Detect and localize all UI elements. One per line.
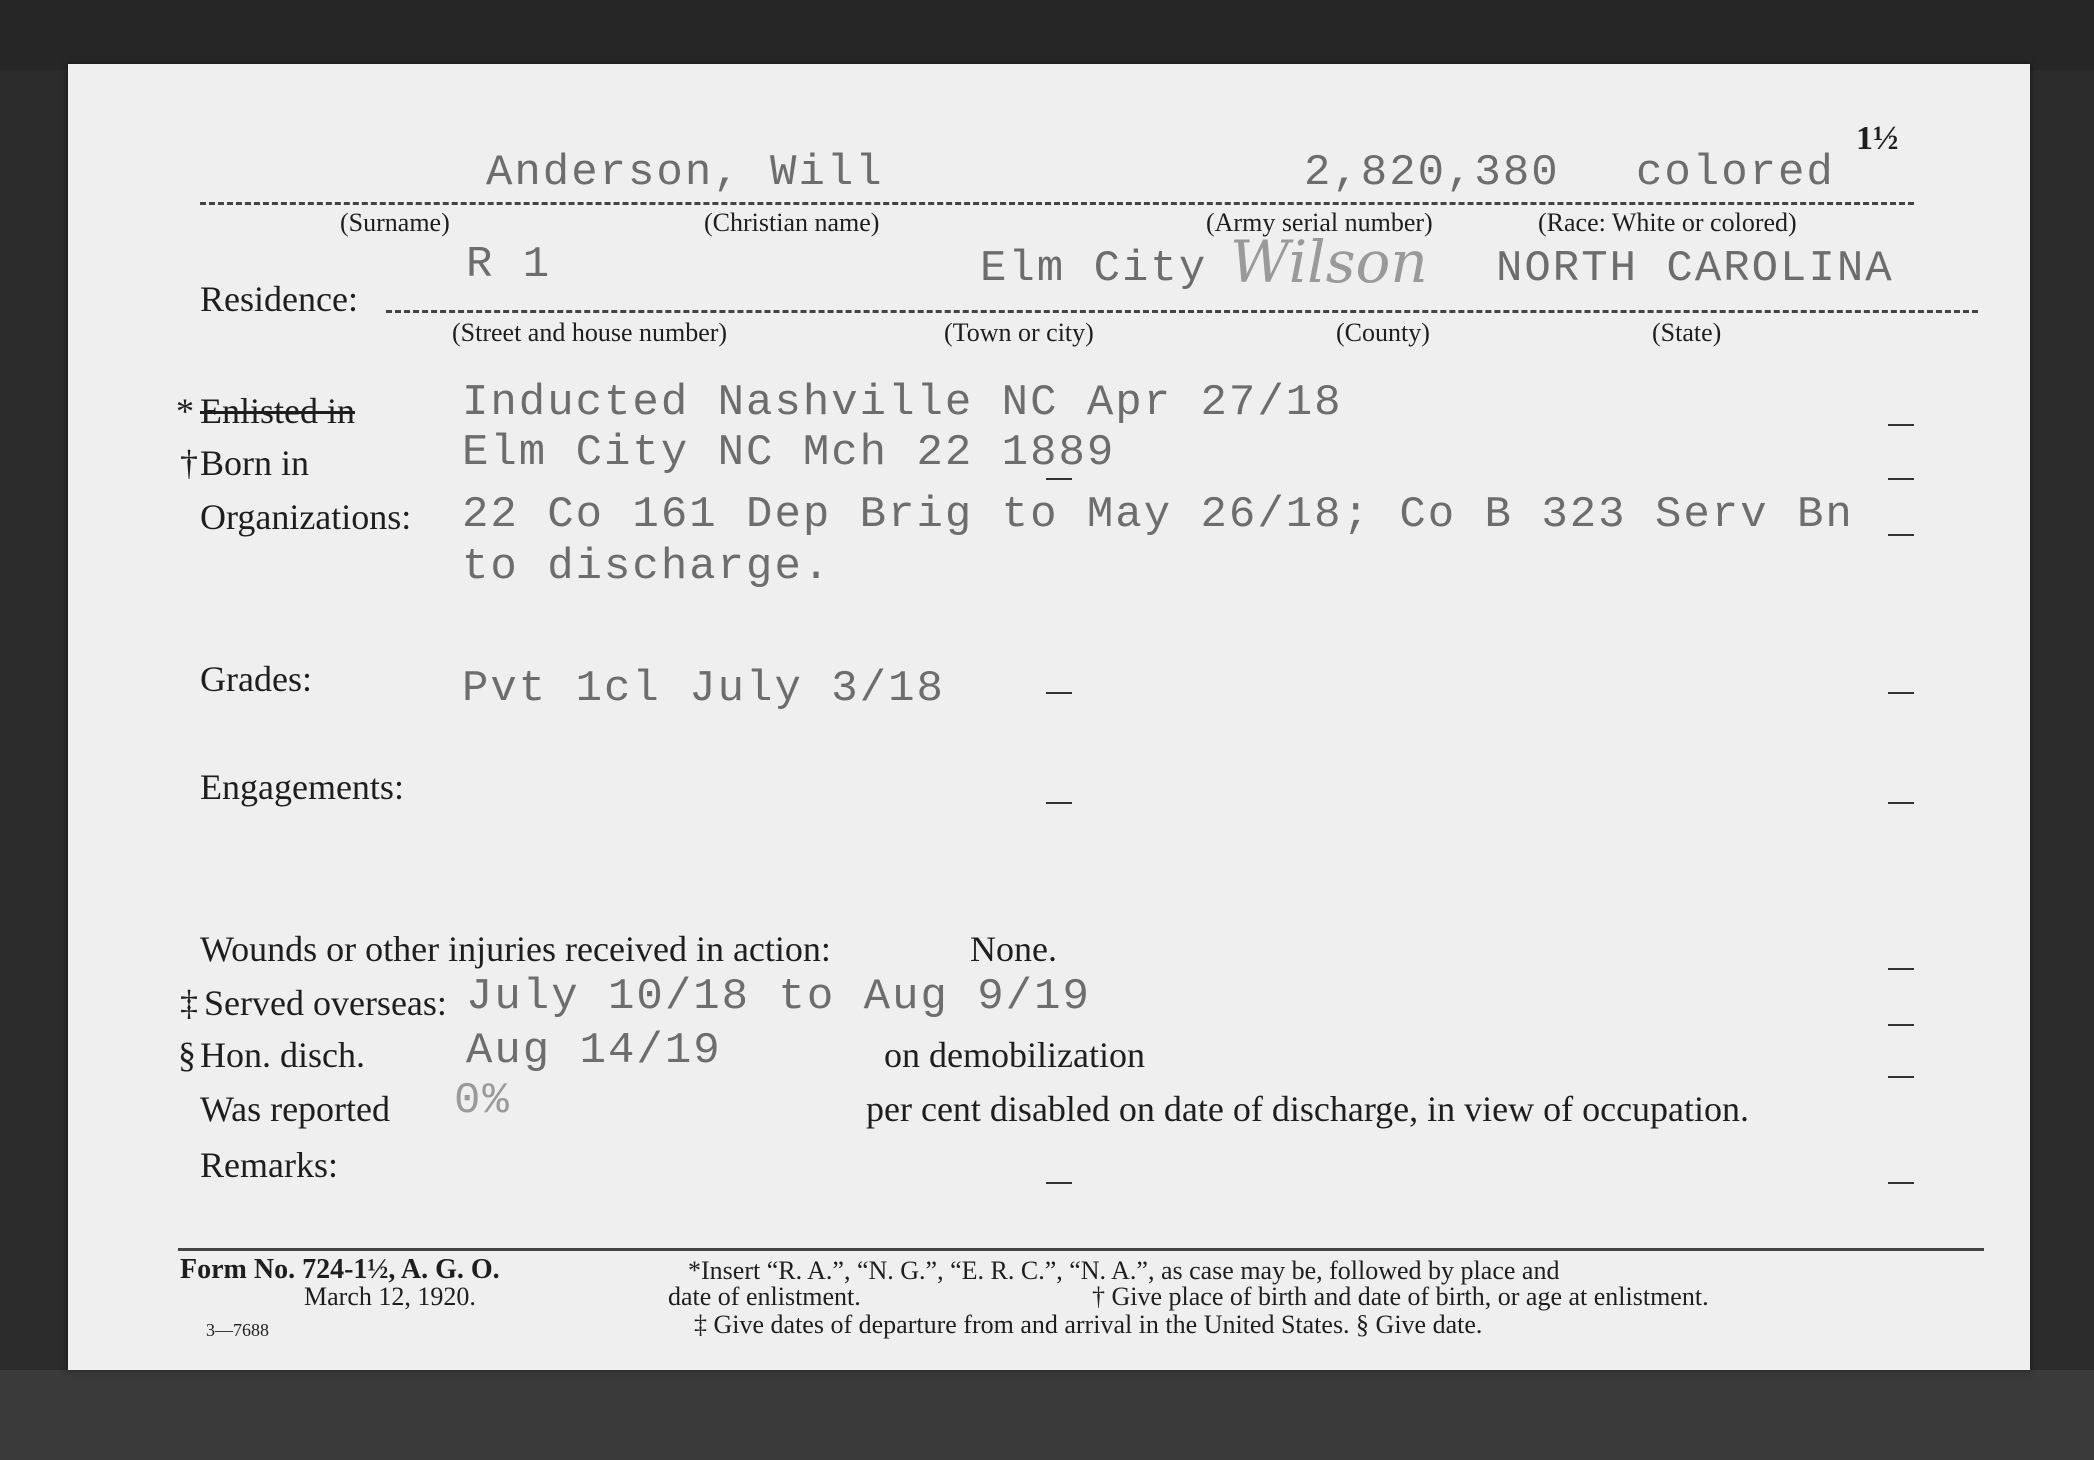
state-caption: (State) (1652, 318, 1722, 347)
born-mark: † (180, 443, 198, 483)
overseas-value: July 10/18 to Aug 9/19 (466, 972, 1091, 1022)
footnote-birth: † Give place of birth and date of birth, or age at enlistment. (1092, 1282, 1709, 1311)
race-value: colored (1636, 148, 1835, 198)
margin-tick (1888, 534, 1914, 536)
column-tick (1046, 802, 1072, 804)
overseas-mark: ‡ (180, 983, 198, 1023)
footnote-overseas: ‡ Give dates of departure from and arrival in the United States. § Give date. (694, 1310, 1483, 1339)
form-date: March 12, 1920. (304, 1282, 476, 1311)
soldier-name: Anderson, Will (486, 148, 884, 198)
residence-town: Elm City (980, 244, 1208, 294)
county-caption: (County) (1336, 318, 1430, 347)
grades-label: Grades: (200, 659, 312, 699)
reported-suffix: per cent disabled on date of discharge, in view of occupation. (866, 1089, 1750, 1129)
enlisted-value: Inducted Nashville NC Apr 27/18 (462, 378, 1343, 428)
born-label: Born in (200, 443, 310, 483)
margin-tick (1888, 692, 1914, 694)
street-caption: (Street and house number) (452, 318, 728, 347)
enlisted-mark: * (176, 391, 194, 431)
header-underline (200, 202, 1914, 205)
scan-background-bottom (0, 1370, 2094, 1460)
surname-caption: (Surname) (340, 208, 450, 237)
serial-caption: (Army serial number) (1206, 208, 1433, 237)
organizations-value-line2: to discharge. (462, 542, 832, 592)
discharge-mark: § (178, 1035, 196, 1075)
wounds-value: None. (970, 929, 1057, 969)
overseas-label: Served overseas: (204, 983, 447, 1023)
residence-underline (386, 310, 1978, 313)
service-record-card (68, 64, 2030, 1370)
enlisted-label: Enlisted in (200, 391, 355, 431)
footer-rule (178, 1248, 1984, 1251)
race-caption: (Race: White or colored) (1538, 208, 1797, 237)
engagements-label: Engagements: (200, 767, 404, 807)
margin-tick (1888, 802, 1914, 804)
residence-label: Residence: (200, 279, 358, 319)
corner-number: 1½ (1856, 120, 1899, 157)
footnote-enlistment-cont: date of enlistment. (668, 1282, 861, 1311)
footnote-enlistment: *Insert “R. A.”, “N. G.”, “E. R. C.”, “N. A.”, as case may be, followed by place and (688, 1256, 1560, 1285)
column-tick (1046, 692, 1072, 694)
margin-tick (1888, 1182, 1914, 1184)
margin-tick (1888, 968, 1914, 970)
wounds-label: Wounds or other injuries received in action: (200, 929, 831, 969)
residence-county-handwritten: Wilson (1230, 228, 1428, 296)
form-number: Form No. 724-1½, A. G. O. (180, 1254, 500, 1285)
print-code: 3—7688 (206, 1320, 269, 1340)
margin-tick (1888, 424, 1914, 426)
column-tick (1046, 478, 1072, 480)
town-caption: (Town or city) (944, 318, 1094, 347)
discharge-date: Aug 14/19 (466, 1026, 722, 1076)
margin-tick (1888, 1024, 1914, 1026)
grades-value: Pvt 1cl July 3/18 (462, 664, 945, 714)
discharge-label: Hon. disch. (200, 1035, 365, 1075)
scan-background-top (0, 0, 2094, 70)
army-serial-number: 2,820,380 (1304, 148, 1560, 198)
remarks-label: Remarks: (200, 1145, 338, 1185)
christian-name-caption: (Christian name) (704, 208, 880, 237)
discharge-suffix: on demobilization (884, 1035, 1145, 1075)
margin-tick (1888, 478, 1914, 480)
reported-label: Was reported (200, 1089, 391, 1129)
reported-value: 0% (454, 1076, 511, 1126)
born-value: Elm City NC Mch 22 1889 (462, 428, 1116, 478)
residence-state: NORTH CAROLINA (1496, 244, 1894, 294)
margin-tick (1888, 1076, 1914, 1078)
residence-street: R 1 (466, 240, 552, 290)
organizations-label: Organizations: (200, 497, 412, 537)
organizations-value-line1: 22 Co 161 Dep Brig to May 26/18; Co B 323 Serv Bn (462, 490, 1854, 540)
column-tick (1046, 1182, 1072, 1184)
